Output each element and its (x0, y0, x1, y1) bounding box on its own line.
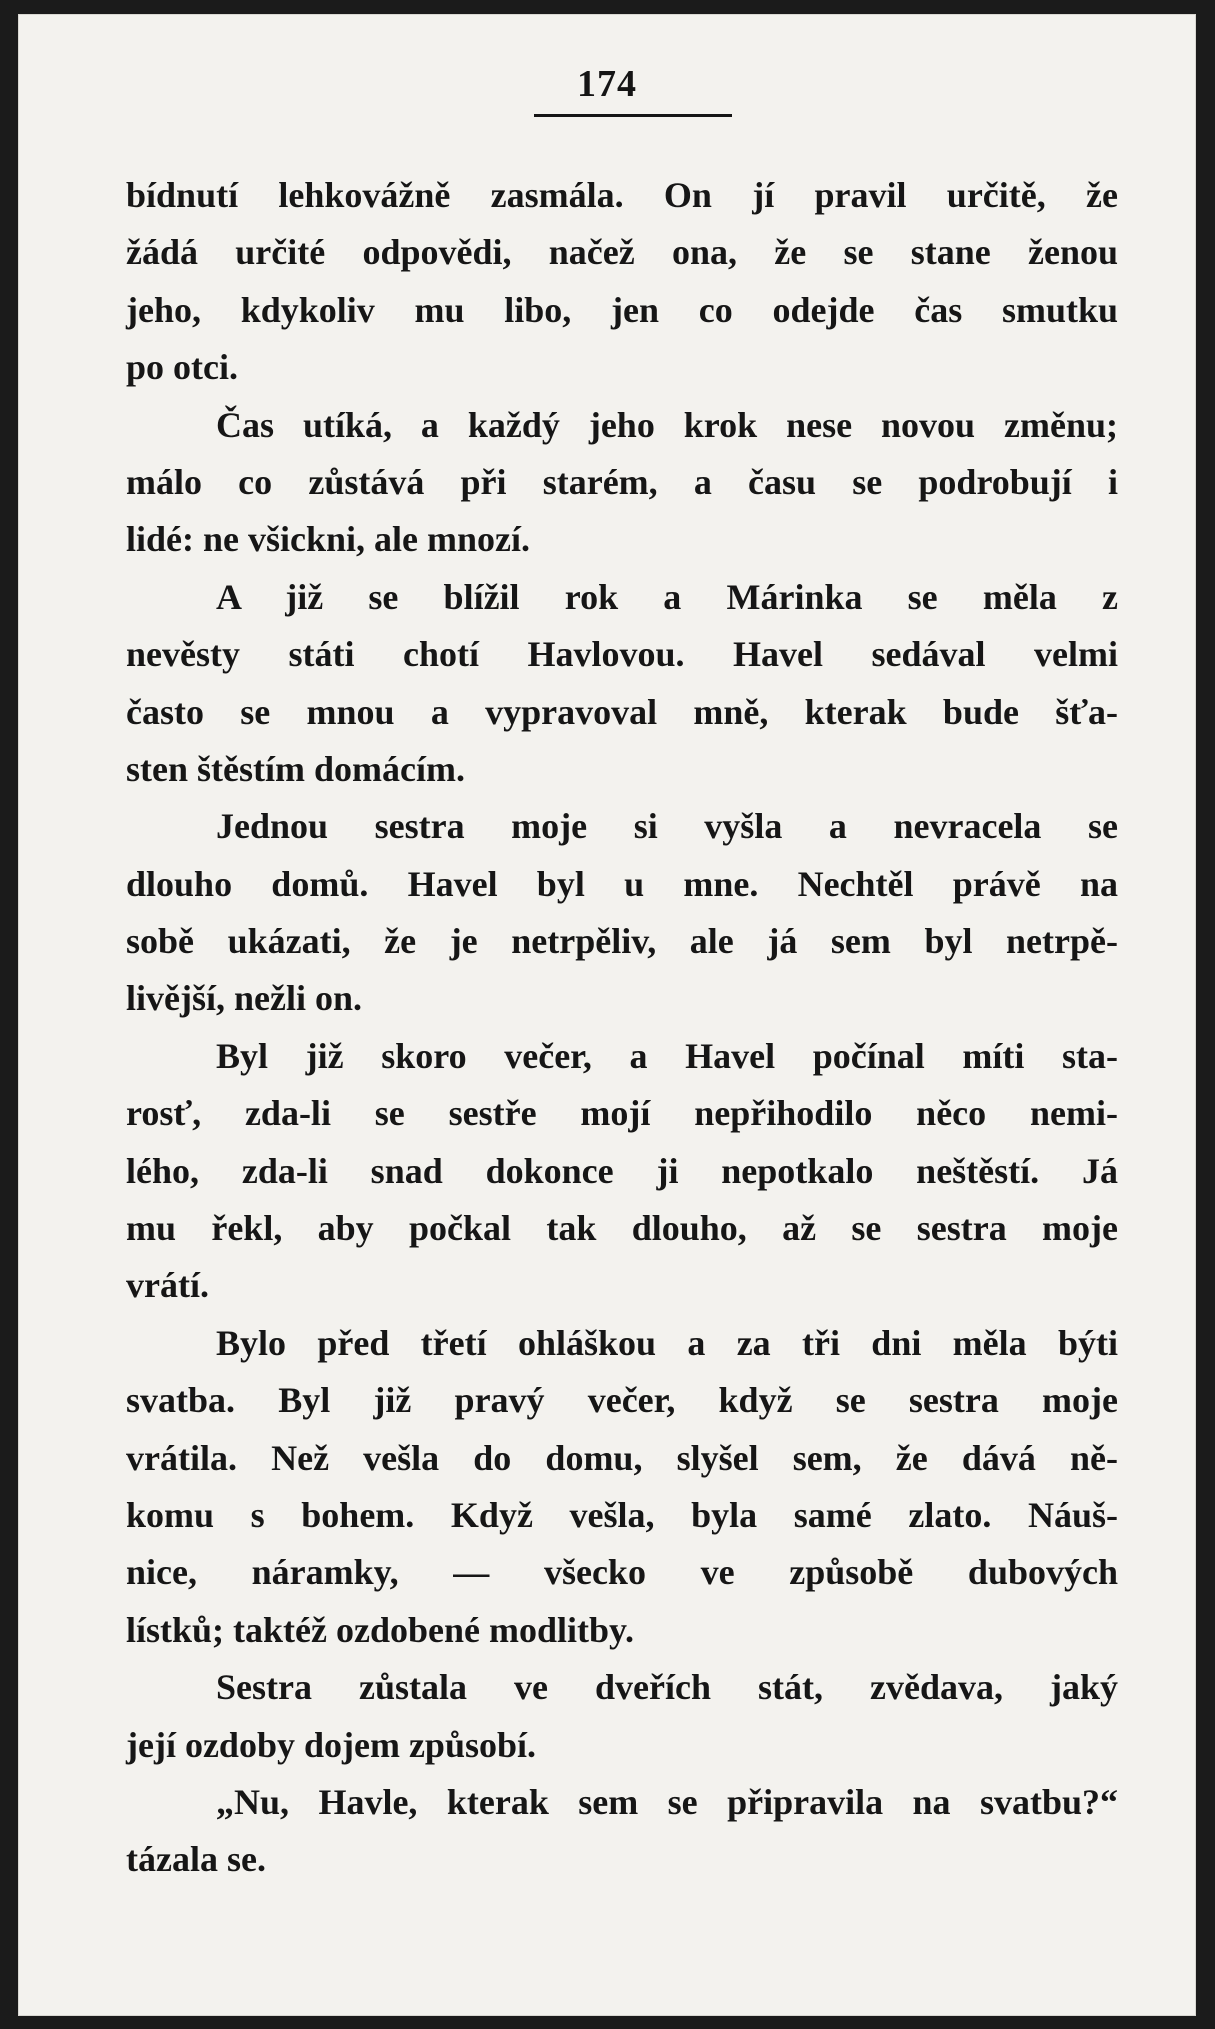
text-line: tázala se. (126, 1839, 266, 1880)
book-page (18, 14, 1196, 2016)
text-line: Byl již skoro večer, a Havel počínal míti sta- (216, 1035, 1118, 1076)
text-line: Jednou sestra moje si vyšla a nevracela se (216, 806, 1118, 847)
text-line: „Nu, Havle, kterak sem se připravila na svatbu?“ (216, 1781, 1118, 1822)
text-line: málo co zůstává při starém, a času se podrobují i (126, 461, 1118, 502)
text-line: její ozdoby dojem způsobí. (126, 1724, 537, 1765)
text-line: nice, náramky, — všecko ve způsobě dubových (126, 1552, 1118, 1593)
text-line: často se mnou a vypravoval mně, kterak bude šťa- (126, 691, 1118, 732)
header-rule (534, 114, 732, 117)
page-number: 174 (577, 63, 637, 105)
text-line: Sestra zůstala ve dveřích stát, zvědava, jaký (216, 1667, 1118, 1708)
text-line: sten štěstím domácím. (126, 748, 465, 789)
text-line: rosť, zda-li se sestře mojí nepřihodilo něco nemi- (126, 1093, 1118, 1134)
text-line: A již se blížil rok a Márinka se měla z (216, 576, 1118, 617)
text-line: bídnutí lehkovážně zasmála. On jí pravil určitě, že (126, 175, 1118, 215)
text-line: livější, nežli on. (126, 978, 362, 1019)
text-line: žádá určité odpovědi, načež ona, že se stane ženou (126, 232, 1118, 273)
text-line: po otci. (126, 347, 238, 388)
text-line: lého, zda-li snad dokonce ji nepotkalo neštěstí. Já (126, 1150, 1118, 1191)
text-line: lístků; taktéž ozdobené modlitby. (126, 1609, 635, 1650)
text-line: nevěsty státi chotí Havlovou. Havel sedával velmi (126, 634, 1118, 675)
text-line: dlouho domů. Havel byl u mne. Nechtěl právě na (126, 863, 1118, 904)
text-line: komu s bohem. Když vešla, byla samé zlato. Náuš- (126, 1494, 1118, 1535)
text-line: mu řekl, aby počkal tak dlouho, až se sestra moje (126, 1208, 1118, 1249)
text-line: jeho, kdykoliv mu libo, jen co odejde čas smutku (126, 289, 1118, 330)
text-line: Čas utíká, a každý jeho krok nese novou změnu; (216, 404, 1118, 445)
text-line: sobě ukázati, že je netrpěliv, ale já sem byl netrpě- (126, 921, 1118, 962)
text-line: vrátila. Než vešla do domu, slyšel sem, že dává ně- (126, 1437, 1118, 1478)
text-line: lidé: ne všickni, ale mnozí. (126, 519, 530, 560)
body-text (126, 167, 1118, 1889)
text-line: vrátí. (126, 1265, 209, 1306)
text-line: svatba. Byl již pravý večer, když se sestra moje (126, 1380, 1118, 1421)
text-line: Bylo před třetí ohláškou a za tři dni měla býti (216, 1322, 1118, 1363)
